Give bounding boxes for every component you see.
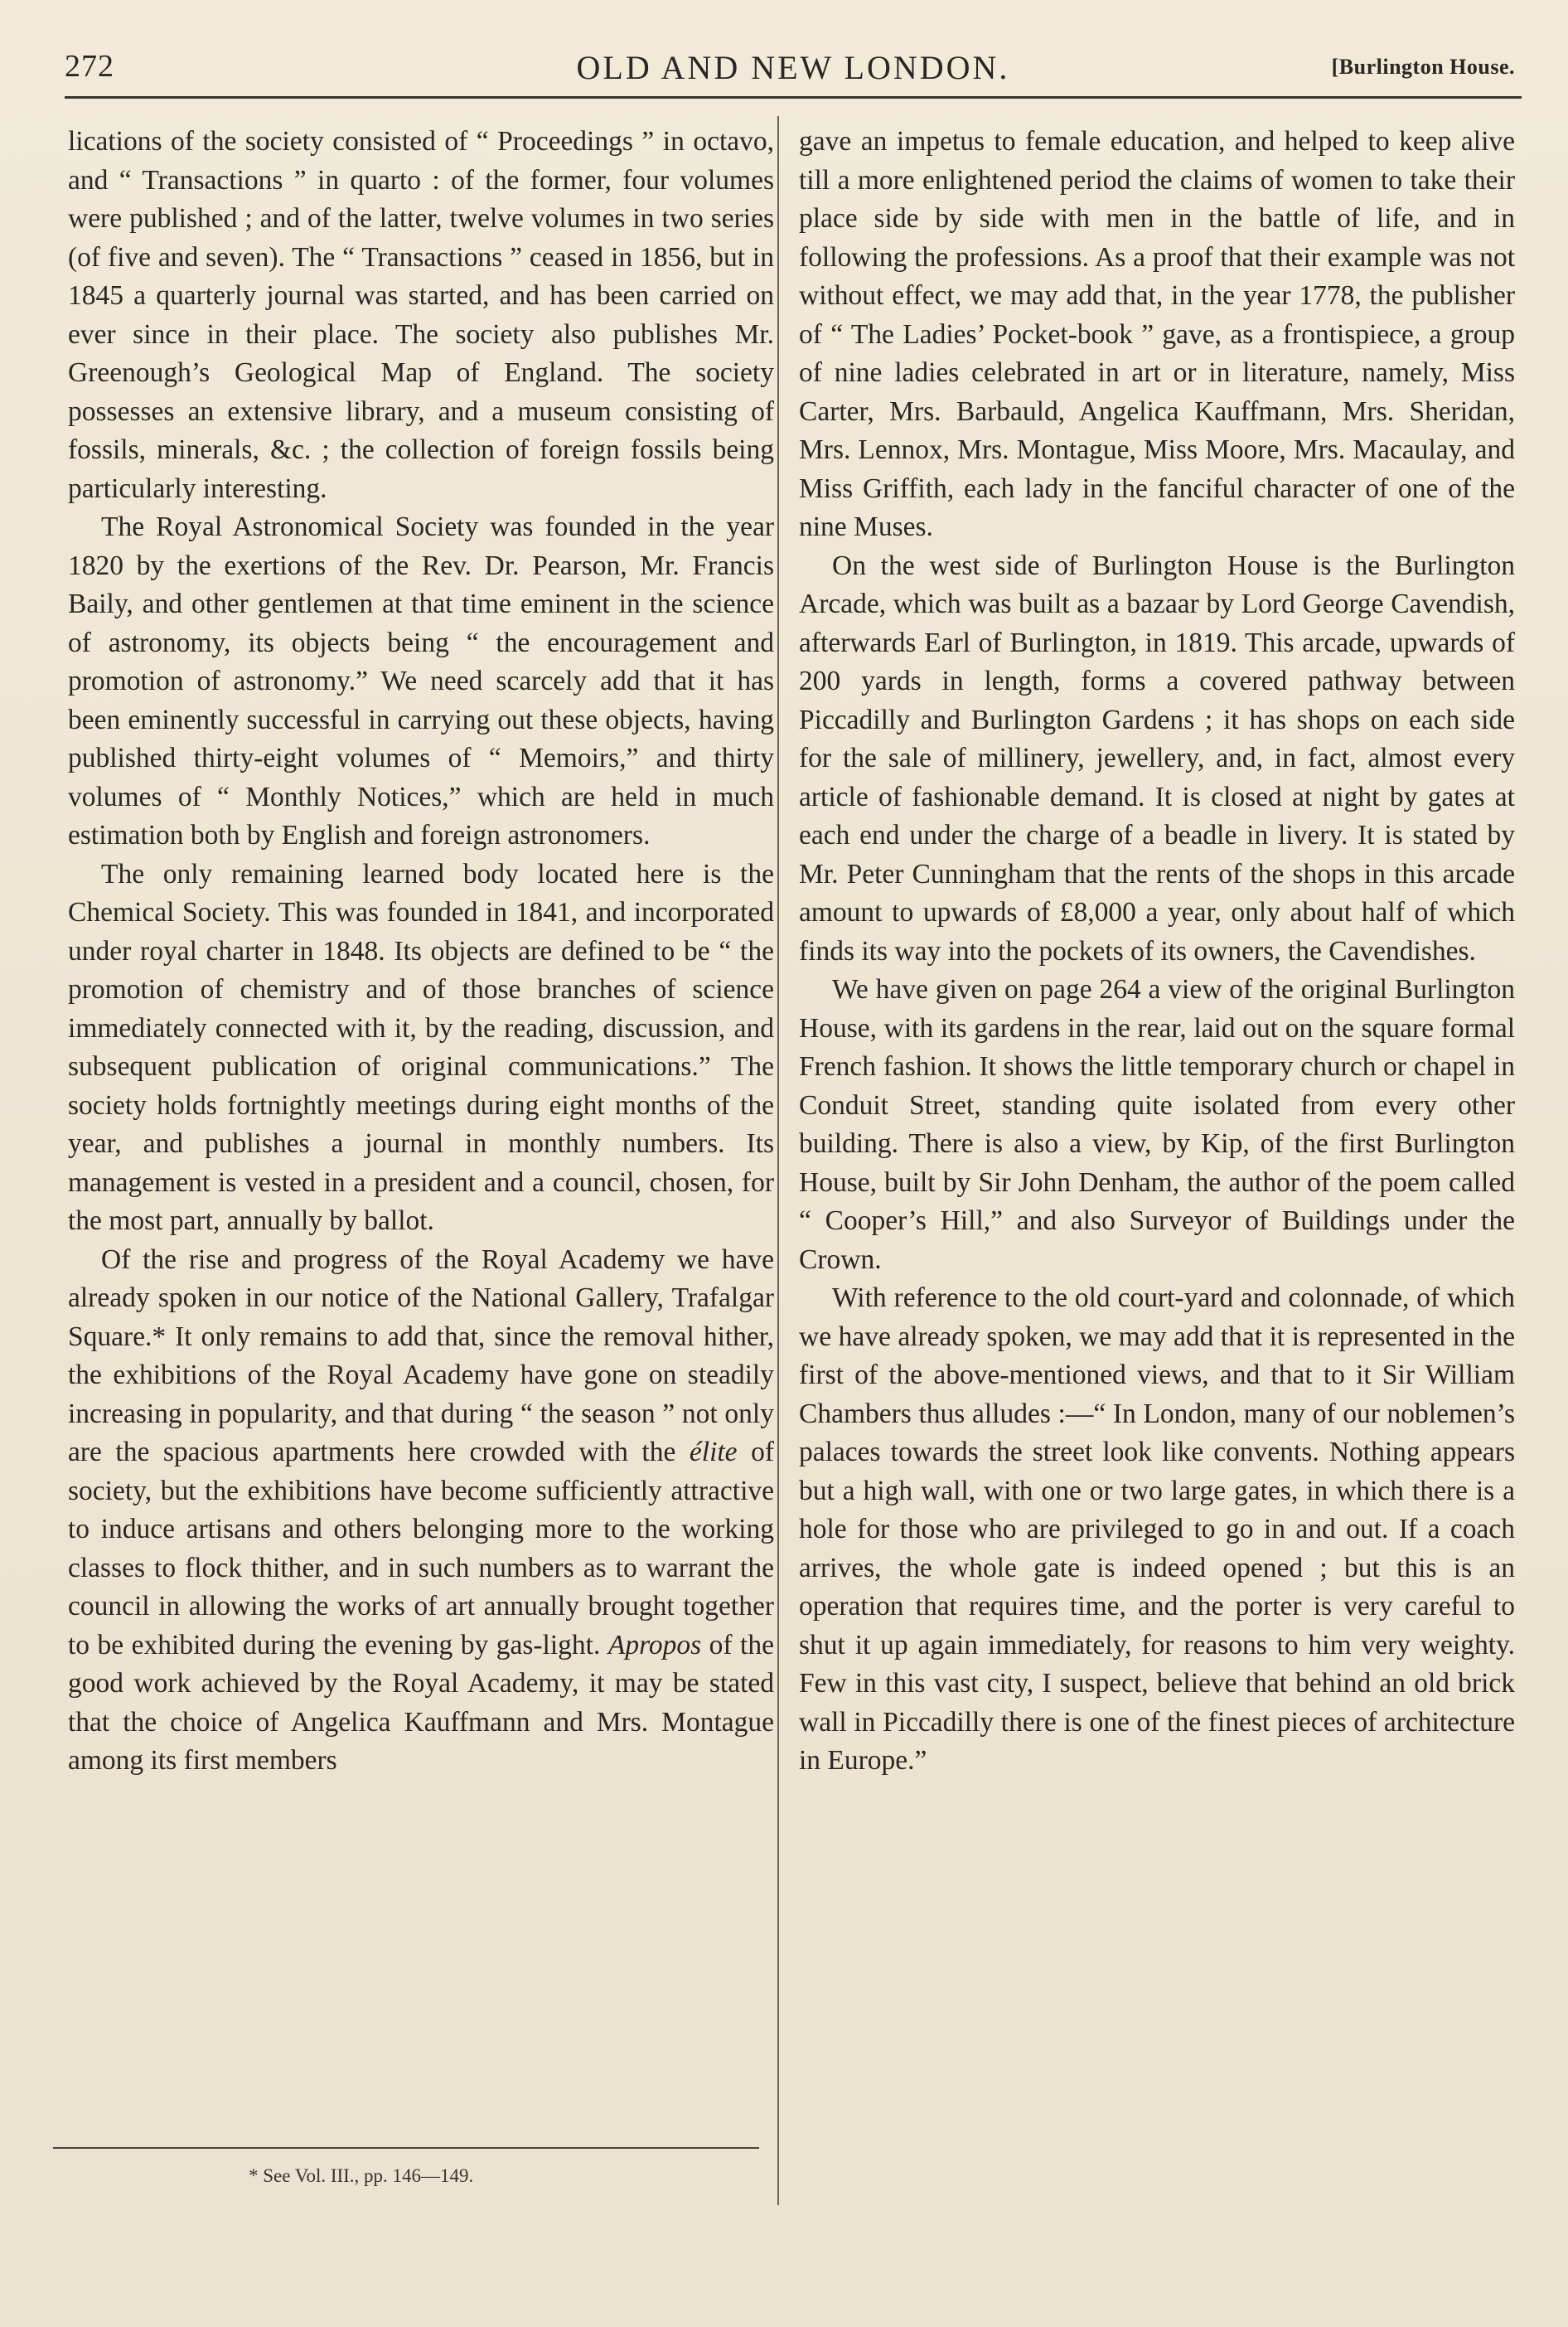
left-column bbox=[68, 123, 774, 1781]
royal-academy-text-c: of the good work achieved by the Royal Academy, it may be stated that the choice of Angelica Kauffmann and Mrs. Montague among its first members bbox=[68, 1629, 774, 1776]
right-column bbox=[799, 123, 1515, 1781]
royal-academy-text-a: Of the rise and progress of the Royal Academy we have already spoken in our notice of the National Gallery, Trafalgar Square.* It only remains to add that, since the removal hither, the exhibitions of the Royal Academy have gone on steadily increasing in popularity, and that during “ the season ” not only are the spacious apartments here crowded with the bbox=[68, 1243, 774, 1467]
running-section-title: [Burlington House. bbox=[1331, 55, 1515, 79]
royal-academy-italic-apropos: Apropos bbox=[607, 1629, 702, 1660]
header-rule bbox=[65, 96, 1522, 102]
paragraph-burlington-arcade: On the west side of Burlington House is the Burlington Arcade, which was built as a bazaar by Lord George Cavendish, afterwards Earl of Burlington, in 1819. This arcade, upwards of 200 yards in length, forms a covered pathway between Piccadilly and Burlington Gardens ; it has shops on each side for the sale of millinery, jewellery, and, in fact, almost every article of fashionable demand. It is closed at night by gates at each end under the charge of a beadle in livery. It is stated by Mr. Peter Cunningham that the rents of the shops in this arcade amount to upwards of £8,000 a year, only about half of which finds its way into the pockets of its owners, the Cavendishes. bbox=[799, 550, 1515, 967]
page-number: 272 bbox=[65, 49, 114, 84]
footnote: * See Vol. III., pp. 146—149. bbox=[249, 2165, 474, 2186]
paragraph-geological-society-continued: lications of the society consisted of “ Proceedings ” in octavo, and “ Transactions ” in quarto : of the former, four volumes were published ; and of the latter, twelve volumes in two series (of five and seven). The “ Transactions ” ceased in 1856, but in 1845 a quarterly journal was started, and has been carried on ever since in their place. The society also publishes Mr. Greenough’s Geological Map of England. The society possesses an extensive library, and a museum consisting of fossils, minerals, &c. ; the collection of foreign fossils being particularly interesting. bbox=[68, 126, 774, 504]
royal-academy-text-b: of society, but the exhibitions have become sufficiently attractive to induce artisans and others belonging more to the working classes to flock thither, and in such numbers as to warrant the council in allowing the works of art annually brought together to be exhibited during the evening by gas-light. bbox=[68, 1437, 775, 1660]
paragraph-royal-academy bbox=[68, 1241, 774, 1781]
column-divider bbox=[777, 116, 779, 2205]
running-title: OLD AND NEW LONDON. bbox=[576, 49, 1010, 86]
footnote-rule bbox=[53, 2147, 759, 2149]
paragraph-original-burlington-house: We have given on page 264 a view of the original Burlington House, with its gardens in the rear, laid out on the square formal French fashion. It shows the little temporary church or chapel in Conduit Street, standing quite isolated from every other building. There is also a view, by Kip, of the first Burlington House, built by Sir John Denham, the author of the poem called “ Cooper’s Hill,” and also Surveyor of Buildings under the Crown. bbox=[799, 974, 1515, 1275]
paragraph-female-education: gave an impetus to female education, and helped to keep alive till a more enlightened period the claims of women to take their place side by side with men in the battle of life, and in following the professions. As a proof that their example was not without effect, we may add that, in the year 1778, the publisher of “ The Ladies’ Pocket-book ” gave, as a frontispiece, a group of nine ladies celebrated in art or in literature, namely, Miss Carter, Mrs. Barbauld, Angelica Kauffmann, Mrs. Sheridan, Mrs. Lennox, Mrs. Montague, Miss Moore, Mrs. Macaulay, and Miss Griffith, each lady in the fanciful character of one of the nine Muses. bbox=[799, 126, 1515, 542]
paragraph-court-yard-colonnade: With reference to the old court-yard and colonnade, of which we have already spoken, we may add that it is represented in the first of the above-mentioned views, and that to it Sir William Chambers thus alludes :—“ In London, many of our noblemen’s palaces towards the street look like convents. Nothing appears but a high wall, with one or two large gates, in which there is a hole for those who are privileged to go in and out. If a coach arrives, the whole gate is indeed opened ; but this is an operation that requires time, and the porter is very careful to shut it up again immediately, for reasons to him very weighty. Few in this vast city, I suspect, believe that behind an old brick wall in Piccadilly there is one of the finest pieces of architecture in Europe.” bbox=[799, 1282, 1515, 1776]
royal-academy-italic-elite: élite bbox=[689, 1437, 738, 1467]
paragraph-royal-astronomical-society: The Royal Astronomical Society was founded in the year 1820 by the exertions of the Rev. Dr. Pearson, Mr. Francis Baily, and other gentlemen at that time eminent in the science of astronomy, its objects being “ the encouragement and promotion of astronomy.” We need scarcely add that it has been eminently successful in carrying out these objects, having published thirty-eight volumes of “ Memoirs,” and thirty volumes of “ Monthly Notices,” which are held in much estimation both by English and foreign astronomers. bbox=[68, 511, 774, 851]
page-header bbox=[65, 48, 1522, 95]
paragraph-chemical-society: The only remaining learned body located here is the Chemical Society. This was founded in 1841, and incorporated under royal charter in 1848. Its objects are defined to be “ the promotion of chemistry and of those branches of science immediately connected with it, by the reading, discussion, and subsequent publication of original communications.” The society holds fortnightly meetings during eight months of the year, and publishes a journal in monthly numbers. Its management is vested in a president and a council, chosen, for the most part, annually by ballot. bbox=[68, 858, 774, 1236]
